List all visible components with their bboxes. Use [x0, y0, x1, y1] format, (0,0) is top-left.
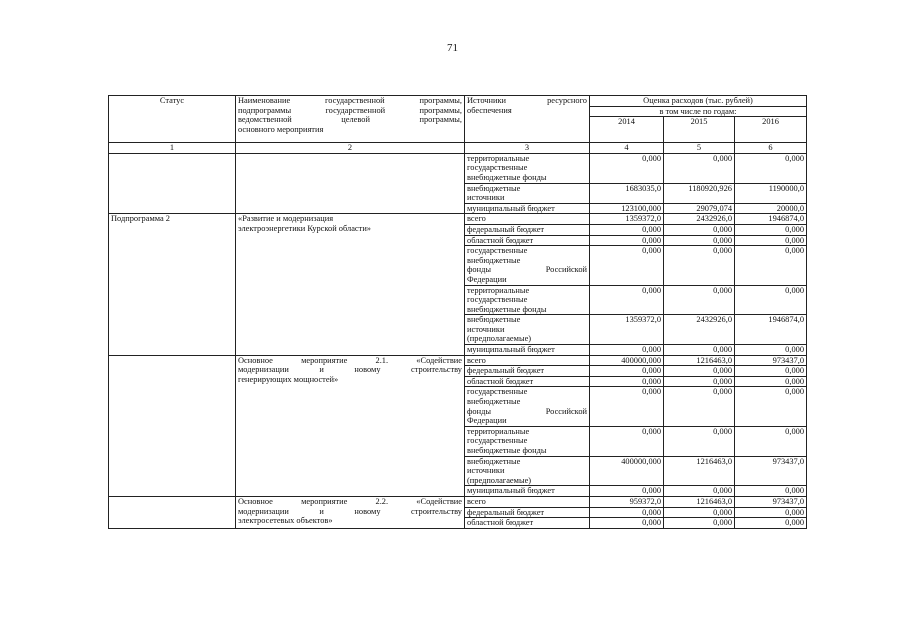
value-2014: 0,000 [590, 224, 664, 235]
value-2014: 0,000 [590, 426, 664, 456]
value-2014: 0,000 [590, 153, 664, 183]
source-cell: муниципальный бюджет [465, 345, 590, 356]
value-2016: 0,000 [735, 153, 807, 183]
value-2016: 20000,0 [735, 203, 807, 214]
value-2015: 1216463,0 [664, 496, 735, 507]
program-name-cell: Основное мероприятие 2.2. «Содействие модернизации и новому строительству электросетевых объектов» [236, 496, 465, 528]
value-2016: 973437,0 [735, 496, 807, 507]
source-cell: государственные внебюджетные фонды Российской Федерации [465, 387, 590, 426]
source-cell: федеральный бюджет [465, 366, 590, 377]
budget-table [108, 95, 807, 529]
value-2016: 0,000 [735, 426, 807, 456]
value-2016: 1190000,0 [735, 183, 807, 203]
value-2014: 0,000 [590, 345, 664, 356]
value-2014: 0,000 [590, 285, 664, 315]
value-2014: 0,000 [590, 507, 664, 518]
table-row [109, 153, 807, 183]
value-2016: 0,000 [735, 224, 807, 235]
value-2015: 1180920,926 [664, 183, 735, 203]
value-2015: 0,000 [664, 486, 735, 497]
status-cell: Подпрограмма 2 [109, 214, 236, 355]
program-name-cell [236, 153, 465, 214]
source-cell: внебюджетные источники [465, 183, 590, 203]
value-2015: 0,000 [664, 235, 735, 246]
header-estimate: Оценка расходов (тыс. рублей) [590, 96, 807, 107]
col-number: 2 [236, 143, 465, 154]
value-2015: 0,000 [664, 246, 735, 285]
source-cell: областной бюджет [465, 376, 590, 387]
value-2016: 0,000 [735, 518, 807, 529]
value-2014: 0,000 [590, 387, 664, 426]
value-2015: 0,000 [664, 153, 735, 183]
header-year-2016: 2016 [735, 117, 807, 143]
table-row [109, 496, 807, 507]
value-2016: 1946874,0 [735, 214, 807, 225]
value-2015: 1216463,0 [664, 456, 735, 486]
status-cell [109, 153, 236, 214]
page-number: 71 [447, 42, 458, 54]
source-cell: внебюджетные источники (предполагаемые) [465, 315, 590, 345]
source-cell: муниципальный бюджет [465, 203, 590, 214]
source-cell: всего [465, 496, 590, 507]
header-year-2015: 2015 [664, 117, 735, 143]
value-2014: 123100,000 [590, 203, 664, 214]
value-2015: 0,000 [664, 426, 735, 456]
value-2014: 0,000 [590, 246, 664, 285]
source-cell: территориальные государственные внебюджетные фонды [465, 426, 590, 456]
program-name-cell: «Развитие и модернизация электроэнергетики Курской области» [236, 214, 465, 355]
status-cell [109, 355, 236, 496]
header-name: Наименование государственной программы, подпрограммы государственной программы, ведомственной целевой программы, основного мероприятия [236, 96, 465, 143]
source-cell: внебюджетные источники (предполагаемые) [465, 456, 590, 486]
source-cell: территориальные государственные внебюджетные фонды [465, 285, 590, 315]
value-2015: 0,000 [664, 345, 735, 356]
value-2014: 400000,000 [590, 355, 664, 366]
source-cell: государственные внебюджетные фонды Российской Федерации [465, 246, 590, 285]
source-cell: муниципальный бюджет [465, 486, 590, 497]
source-cell: всего [465, 214, 590, 225]
value-2015: 0,000 [664, 507, 735, 518]
value-2015: 0,000 [664, 366, 735, 377]
source-cell: областной бюджет [465, 518, 590, 529]
value-2015: 1216463,0 [664, 355, 735, 366]
value-2015: 0,000 [664, 224, 735, 235]
value-2015: 2432926,0 [664, 214, 735, 225]
column-numbers-row [109, 143, 807, 154]
col-number: 5 [664, 143, 735, 154]
value-2016: 0,000 [735, 387, 807, 426]
value-2016: 1946874,0 [735, 315, 807, 345]
value-2014: 400000,000 [590, 456, 664, 486]
value-2016: 0,000 [735, 376, 807, 387]
value-2014: 0,000 [590, 376, 664, 387]
value-2014: 0,000 [590, 518, 664, 529]
value-2016: 0,000 [735, 507, 807, 518]
value-2015: 2432926,0 [664, 315, 735, 345]
value-2016: 0,000 [735, 366, 807, 377]
value-2016: 973437,0 [735, 456, 807, 486]
value-2016: 0,000 [735, 486, 807, 497]
header-status: Статус [109, 96, 236, 143]
value-2016: 0,000 [735, 246, 807, 285]
program-name-cell: Основное мероприятие 2.1. «Содействие модернизации и новому строительству генерирующих мощностей» [236, 355, 465, 496]
header-source: Источники ресурсного обеспечения [465, 96, 590, 143]
status-cell [109, 496, 236, 528]
col-number: 4 [590, 143, 664, 154]
value-2014: 0,000 [590, 366, 664, 377]
value-2015: 0,000 [664, 376, 735, 387]
value-2015: 0,000 [664, 518, 735, 529]
source-cell: федеральный бюджет [465, 224, 590, 235]
value-2015: 0,000 [664, 285, 735, 315]
value-2014: 959372,0 [590, 496, 664, 507]
value-2016: 0,000 [735, 235, 807, 246]
source-cell: федеральный бюджет [465, 507, 590, 518]
source-cell: территориальные государственные внебюджетные фонды [465, 153, 590, 183]
header-year-2014: 2014 [590, 117, 664, 143]
value-2016: 0,000 [735, 285, 807, 315]
value-2014: 0,000 [590, 486, 664, 497]
value-2014: 1359372,0 [590, 315, 664, 345]
value-2014: 0,000 [590, 235, 664, 246]
value-2016: 0,000 [735, 345, 807, 356]
table-row [109, 214, 807, 225]
source-cell: областной бюджет [465, 235, 590, 246]
value-2016: 973437,0 [735, 355, 807, 366]
value-2015: 29079,074 [664, 203, 735, 214]
table-row [109, 355, 807, 366]
value-2015: 0,000 [664, 387, 735, 426]
value-2014: 1359372,0 [590, 214, 664, 225]
col-number: 3 [465, 143, 590, 154]
col-number: 6 [735, 143, 807, 154]
col-number: 1 [109, 143, 236, 154]
header-by-years: в том числе по годам: [590, 106, 807, 117]
source-cell: всего [465, 355, 590, 366]
value-2014: 1683035,0 [590, 183, 664, 203]
